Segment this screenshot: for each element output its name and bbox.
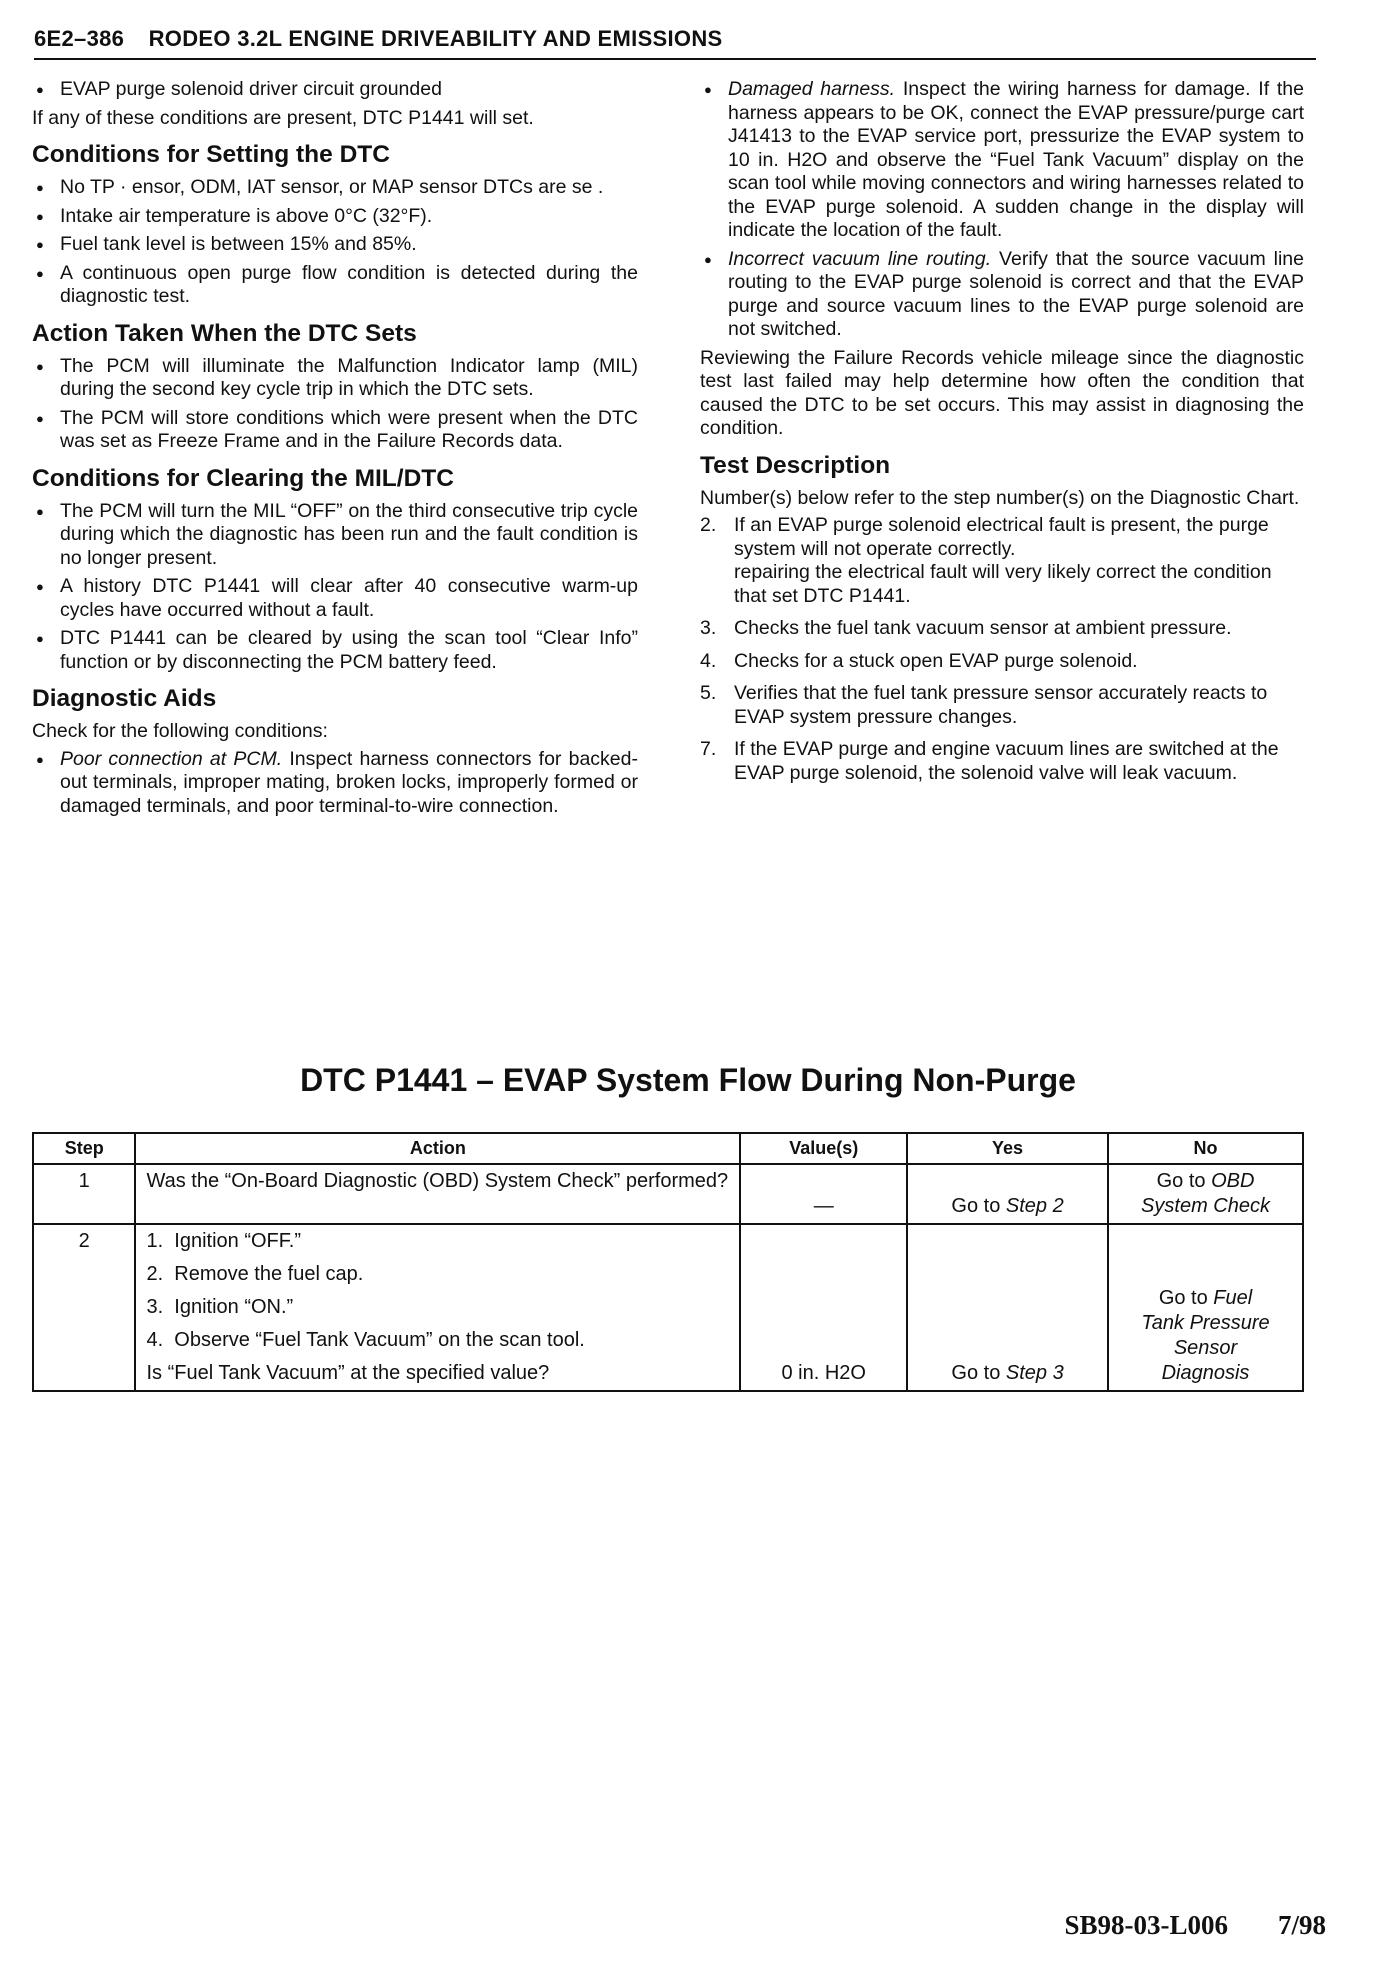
no-target-continued: System Check — [1141, 1195, 1270, 1217]
item-lead: Damaged harness. — [728, 78, 896, 100]
no-target-continued: Sensor — [1173, 1337, 1238, 1359]
list-item — [700, 78, 1304, 243]
action-cell: Was the “On-Board Diagnostic (OBD) System Check” performed? — [135, 1164, 740, 1224]
yes-cell — [907, 1164, 1108, 1224]
list-item: ● Intake air temperature is above 0°C (32°F). — [32, 205, 638, 229]
action-step-text: Ignition “OFF.” — [174, 1230, 301, 1252]
no-target: Fuel — [1213, 1287, 1253, 1309]
no-prefix: Go to — [1156, 1170, 1212, 1192]
step-text: If an EVAP purge solenoid electrical fault is present, the purge system will not operate correctly. — [734, 514, 1269, 560]
yes-target: Step 2 — [1005, 1195, 1064, 1217]
document-code: SB98-03-L006 — [1064, 1910, 1228, 1940]
step-number: 3. — [700, 617, 717, 639]
failure-records-paragraph: Reviewing the Failure Records vehicle mileage since the diagnostic test last failed may help determine how often the condition that caused the DTC to be set occurs. This may assist in diagnosing the condition. — [700, 346, 1304, 439]
action-step-text: Observe “Fuel Tank Vacuum” on the scan tool. — [174, 1329, 585, 1351]
clearing-list — [32, 500, 638, 675]
step-number: 2. — [700, 514, 717, 536]
no-target: OBD — [1211, 1170, 1255, 1192]
value-cell: — — [740, 1164, 907, 1224]
right-column — [700, 78, 1304, 794]
action-step-number: 4. — [146, 1329, 164, 1351]
section-heading-diagnostic-aids: Diagnostic Aids — [32, 685, 217, 712]
page-footer — [1014, 1910, 1326, 1941]
step-cell: 2 — [33, 1224, 135, 1391]
value-cell: 0 in. H2O — [740, 1224, 907, 1391]
section-heading-test-description: Test Description — [700, 451, 891, 479]
no-cell — [1108, 1164, 1303, 1224]
intro-list — [32, 78, 638, 102]
table-row — [33, 1164, 1303, 1224]
header-action: Action — [135, 1133, 740, 1164]
step-number: 7. — [700, 738, 717, 760]
list-item — [700, 248, 1304, 342]
action-step-number: 2. — [146, 1263, 164, 1285]
list-item: ● The PCM will illuminate the Malfunction Indicator lamp (MIL) during the second key cycle trip in which the DTC sets. — [32, 355, 638, 402]
action-step-text: Ignition “ON.” — [174, 1296, 294, 1318]
header-yes: Yes — [907, 1133, 1108, 1164]
no-prefix: Go to — [1158, 1287, 1214, 1309]
list-item — [700, 514, 1304, 608]
item-lead: Incorrect vacuum line routing. — [728, 247, 992, 270]
header-no: No — [1108, 1133, 1303, 1164]
list-item — [700, 738, 1304, 785]
action-step — [146, 1295, 729, 1320]
intro-text: If any of these conditions are present, DTC P1441 will set. — [32, 106, 534, 129]
list-item: ● Fuel tank level is between 15% and 85%. — [32, 233, 638, 257]
section-heading-action: Action Taken When the DTC Sets — [32, 319, 417, 347]
action-step — [146, 1262, 729, 1287]
list-item — [700, 650, 1304, 674]
list-item: ● EVAP purge solenoid driver circuit grounded — [32, 78, 638, 102]
action-step — [146, 1229, 729, 1254]
action-step-text: Remove the fuel cap. — [174, 1263, 364, 1285]
setting-conditions-list — [32, 176, 638, 309]
item-text: Inspect the wiring harness for damage. If the harness appears to be OK, connect the EVAP pressure/purge cart J41413 to the EVAP service port, pressurize the EVAP system to 10 in. H2O and observe the “Fuel Tank Vacuum” display on the scan tool while moving connectors and wiring harnesses related to the EVAP purge solenoid. A sudden change in the display will indicate the location of the fault. — [728, 78, 1304, 241]
table-header-row — [33, 1133, 1303, 1164]
step-number: 4. — [700, 649, 717, 672]
list-item: ● No TP · ensor, ODM, IAT sensor, or MAP sensor DTCs are se . — [32, 176, 638, 200]
action-step-number: 1. — [146, 1230, 164, 1252]
action-step-number: 3. — [146, 1296, 164, 1318]
list-item — [700, 617, 1304, 641]
section-heading-setting: Conditions for Setting the DTC — [32, 141, 390, 168]
yes-target: Step 3 — [1005, 1362, 1064, 1384]
diagnostic-chart-title: DTC P1441 – EVAP System Flow During Non-Purge — [300, 1062, 1076, 1098]
page-number: 6E2–386 — [34, 26, 125, 51]
item-lead: Poor connection at PCM. — [60, 747, 283, 770]
item-text: Inspect harness connectors for backed-out terminals, improper mating, broken locks, improperly formed or damaged terminals, and poor terminal-to-wire connection. — [60, 747, 638, 817]
no-cell — [1108, 1224, 1303, 1391]
table-row — [33, 1224, 1303, 1391]
test-description-intro: Number(s) below refer to the step number(s) on the Diagnostic Chart. — [700, 486, 1300, 509]
header-step: Step — [33, 1133, 135, 1164]
no-target-continued: Tank Pressure — [1141, 1312, 1270, 1334]
yes-prefix: Go to — [951, 1362, 1006, 1384]
item-text: Verify that the source vacuum line routing to the EVAP purge solenoid is correct and that the EVAP purge and source vacuum lines to the EVAP purge solenoid are not switched. — [728, 247, 1304, 340]
step-text: Verifies that the fuel tank pressure sensor accurately reacts to EVAP system pressure changes. — [734, 682, 1268, 728]
left-column — [32, 78, 638, 823]
step-text: If the EVAP purge and engine vacuum lines are switched at the EVAP purge solenoid, the solenoid valve will leak vacuum. — [734, 738, 1279, 784]
step-number: 5. — [700, 682, 717, 704]
list-item: ● A continuous open purge flow condition is detected during the diagnostic test. — [32, 262, 638, 309]
test-description-list — [700, 514, 1304, 785]
action-cell — [135, 1224, 740, 1391]
list-item: ● A history DTC P1441 will clear after 40 consecutive warm-up cycles have occurred without a fault. — [32, 575, 638, 622]
list-item: ● The PCM will turn the MIL “OFF” on the third consecutive trip cycle during which the diagnostic has been run and the fault condition is no longer present. — [32, 500, 638, 571]
no-target-continued: Diagnosis — [1161, 1362, 1250, 1384]
diagnostic-aids-list — [32, 748, 638, 819]
list-item — [700, 682, 1304, 729]
page-header — [34, 26, 1316, 60]
header-values: Value(s) — [740, 1133, 907, 1164]
page-title: RODEO 3.2L ENGINE DRIVEABILITY AND EMISSIONS — [148, 26, 723, 51]
step-cell: 1 — [33, 1164, 135, 1224]
diagnostic-chart-table — [32, 1132, 1304, 1392]
list-item: ● The PCM will store conditions which were present when the DTC was set as Freeze Frame and in the Failure Records data. — [32, 407, 638, 454]
step-text: Checks the fuel tank vacuum sensor at ambient pressure. — [734, 617, 1232, 639]
list-item: ● DTC P1441 can be cleared by using the scan tool “Clear Info” function or by disconnecting the PCM battery feed. — [32, 627, 638, 674]
list-item — [32, 748, 638, 819]
diagnostic-aids-list-continued — [700, 78, 1304, 342]
yes-prefix: Go to — [951, 1195, 1006, 1217]
step-text: Checks for a stuck open EVAP purge solenoid. — [734, 649, 1138, 672]
document-date: 7/98 — [1277, 1910, 1326, 1940]
yes-cell — [907, 1224, 1108, 1391]
action-question: Is “Fuel Tank Vacuum” at the specified value? — [146, 1362, 550, 1384]
section-heading-clearing: Conditions for Clearing the MIL/DTC — [32, 464, 454, 492]
action-list — [32, 355, 638, 454]
diagnostic-aids-intro: Check for the following conditions: — [32, 720, 328, 742]
step-text-continued: repairing the electrical fault will very likely correct the condition that set DTC P1441. — [734, 561, 1272, 607]
action-step — [146, 1328, 729, 1353]
